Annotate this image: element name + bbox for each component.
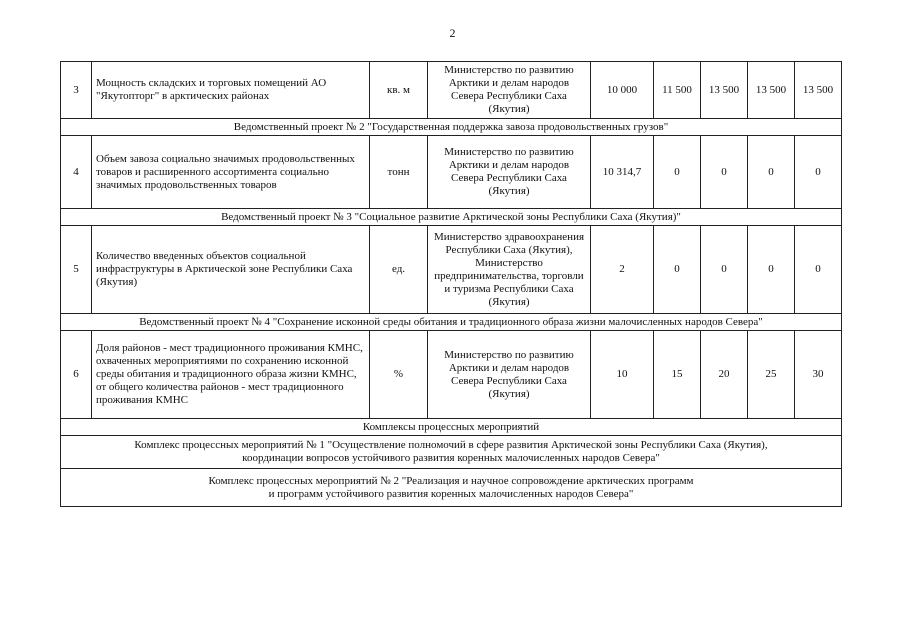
responsible-body: Министерство по развитию Арктики и делам народов Севера Республики Саха (Якутия) <box>428 331 591 419</box>
section-row <box>61 436 842 469</box>
responsible-body: Министерство по развитию Арктики и делам народов Севера Республики Саха (Якутия) <box>428 62 591 119</box>
value-cell: 10 314,7 <box>591 136 654 209</box>
section-title <box>61 469 842 507</box>
value-cell: 0 <box>748 136 795 209</box>
value-cell: 0 <box>701 136 748 209</box>
page-number: 2 <box>449 26 456 40</box>
responsible-body: Министерство по развитию Арктики и делам народов Севера Республики Саха (Якутия) <box>428 136 591 209</box>
value-cell: 10 000 <box>591 62 654 119</box>
section-title: Ведомственный проект № 2 "Государственная поддержка завоза продовольственных грузов" <box>61 119 842 136</box>
section-row <box>61 419 842 436</box>
section-title: Ведомственный проект № 3 "Социальное развитие Арктической зоны Республики Саха (Якутия)" <box>61 209 842 226</box>
section-title-line: координации вопросов устойчивого развития коренных малочисленных народов Севера" <box>242 452 660 464</box>
value-cell: 25 <box>748 331 795 419</box>
value-cell: 20 <box>701 331 748 419</box>
row-number: 3 <box>61 62 92 119</box>
value-cell: 11 500 <box>654 62 701 119</box>
value-cell: 13 500 <box>748 62 795 119</box>
value-cell: 0 <box>748 226 795 314</box>
value-cell: 15 <box>654 331 701 419</box>
value-cell: 10 <box>591 331 654 419</box>
table-row <box>61 62 842 119</box>
section-row <box>61 119 842 136</box>
value-cell: 0 <box>654 226 701 314</box>
table-row <box>61 136 842 209</box>
unit-of-measure: % <box>370 331 428 419</box>
table-row <box>61 226 842 314</box>
section-title-line: Комплекс процессных мероприятий № 2 "Реализация и научное сопровождение арктических программ <box>208 474 694 487</box>
value-cell: 0 <box>795 226 842 314</box>
section-title: Комплексы процессных мероприятий <box>61 419 842 436</box>
value-cell: 2 <box>591 226 654 314</box>
indicator-name: Количество введенных объектов социальной инфраструктуры в Арктической зоне Республики Саха (Якутия) <box>92 226 370 314</box>
section-title: Ведомственный проект № 4 "Сохранение исконной среды обитания и традиционного образа жизни малочисленных народов Севера" <box>61 314 842 331</box>
row-number: 5 <box>61 226 92 314</box>
value-cell: 0 <box>654 136 701 209</box>
section-title-line: и программ устойчивого развития коренных малочисленных народов Севера" <box>268 487 634 500</box>
row-number: 6 <box>61 331 92 419</box>
section-row <box>61 469 842 507</box>
responsible-body: Министерство здравоохранения Республики Саха (Якутия), Министерство предпринимательства, торговли и туризма Республики Саха (Якутия) <box>428 226 591 314</box>
section-row <box>61 209 842 226</box>
unit-of-measure: тонн <box>370 136 428 209</box>
unit-of-measure: кв. м <box>370 62 428 119</box>
value-cell: 0 <box>701 226 748 314</box>
indicator-name: Объем завоза социально значимых продовольственных товаров и расширенного ассортимента социально значимых продовольственных товаров <box>92 136 370 209</box>
value-cell: 13 500 <box>795 62 842 119</box>
section-title <box>61 436 842 469</box>
row-number: 4 <box>61 136 92 209</box>
value-cell: 30 <box>795 331 842 419</box>
indicator-name: Мощность складских и торговых помещений АО "Якутопторг" в арктических районах <box>92 62 370 119</box>
table-row <box>61 331 842 419</box>
value-cell: 13 500 <box>701 62 748 119</box>
value-cell: 0 <box>795 136 842 209</box>
section-row <box>61 314 842 331</box>
section-title-line: Комплекс процессных мероприятий № 1 "Осуществление полномочий в сфере развития Арктической зоны Республики Саха (Якутия), <box>134 439 768 451</box>
indicators-table <box>60 61 842 507</box>
unit-of-measure: ед. <box>370 226 428 314</box>
indicator-name: Доля районов - мест традиционного проживания КМНС, охваченных мероприятиями по сохранению исконной среды обитания и традиционного образа жизни КМНС, от общего количества районов - мест традиционного проживания КМНС <box>92 331 370 419</box>
